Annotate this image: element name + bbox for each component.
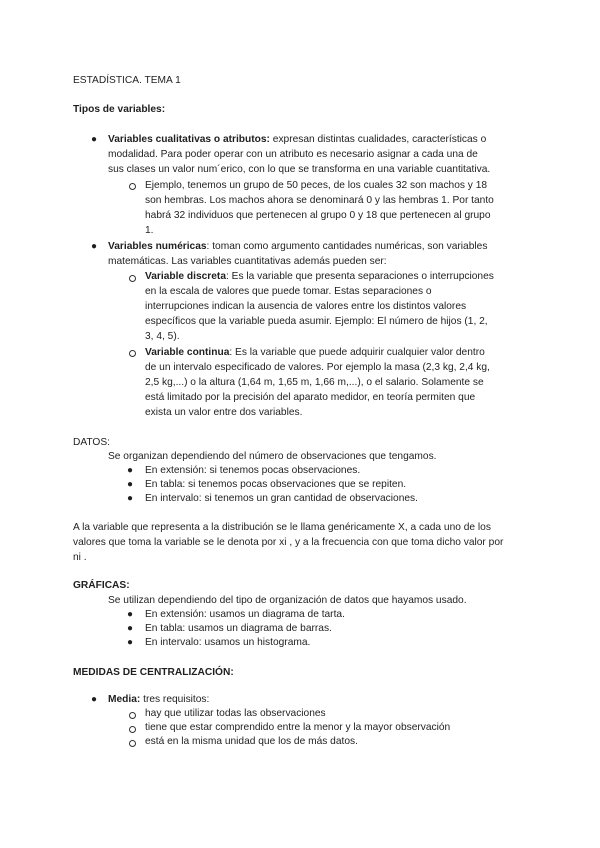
graficas-item: En intervalo: usamos un histograma. [145, 637, 311, 648]
ejemplo-line-1: Ejemplo, tenemos un grupo de 50 peces, de los cuales 32 son machos y 18 [145, 180, 488, 191]
continua-line-1: Variable continua: Es la variable que puede adquirir cualquier valor dentro [145, 347, 485, 358]
discreta-line-5: 3, 4, 5). [145, 331, 180, 342]
datos-intro: Se organizan dependiendo del número de observaciones que tengamos. [108, 451, 437, 462]
datos-item: En tabla: si tenemos pocas observaciones que se repiten. [145, 479, 407, 490]
sub-bullet-icon [129, 726, 136, 733]
document-header: ESTADÍSTICA. TEMA 1 [73, 75, 181, 86]
continua-line-3: 2,5 kg,...) o la altura (1,64 m, 1,65 m, 1,66 m,...), o el salario. Solamente se [145, 377, 484, 388]
sub-bullet-icon [129, 740, 136, 747]
cualitativas-line-2: modalidad. Para poder operar con un atributo es necesario asignar a cada una de [108, 149, 478, 160]
graficas-item: En extensión: usamos un diagrama de tarta. [145, 609, 345, 620]
continua-line-2: de un intervalo especificado de valores. Por ejemplo la masa (2,3 kg, 2,4 kg, [145, 362, 490, 373]
section-title-graficas: GRÁFICAS: [73, 580, 130, 591]
ejemplo-line-3: habrá 32 individuos que pertenecen al grupo 0 y 18 que pertenecen al grupo [145, 210, 491, 221]
section-title-datos: DATOS: [73, 437, 110, 448]
graficas-item: En tabla: usamos un diagrama de barras. [145, 623, 332, 634]
datos-item: En intervalo: si tenemos un gran cantidad de observaciones. [145, 493, 418, 504]
bullet-icon: ● [91, 134, 98, 145]
continua-line-4: está limitado por la precisión del aparato medidor, en teoría permiten que [145, 392, 476, 403]
distribucion-line-1: A la variable que representa a la distribución se le llama genéricamente X, a cada uno de los [73, 522, 491, 533]
distribucion-line-3: ni . [73, 552, 87, 563]
section-title-tipos: Tipos de variables: [73, 104, 166, 115]
cualitativas-line-1: Variables cualitativas o atributos: expresan distintas cualidades, características o [108, 134, 487, 145]
sub-bullet-icon [129, 350, 136, 357]
media-item: está en la misma unidad que los de más datos. [145, 736, 358, 747]
sub-bullet-icon [129, 183, 136, 190]
continua-line-5: exista un valor entre dos variables. [145, 407, 303, 418]
distribucion-line-2: valores que toma la variable se le denota por xi , y a la frecuencia con que toma dicho valor por [73, 537, 504, 548]
numericas-line-1: Variables numéricas: toman como argumento cantidades numéricas, son variables [108, 241, 488, 252]
bullet-icon: ● [91, 241, 98, 252]
bullet-icon: ● [127, 609, 134, 620]
numericas-line-2: matemáticas. Las variables cuantitativas además pueden ser: [108, 256, 387, 267]
media-item: hay que utilizar todas las observaciones [145, 708, 326, 719]
section-title-medidas: MEDIDAS DE CENTRALIZACIÓN: [73, 667, 234, 678]
discreta-line-4: específicos que la variable pueda asumir. Ejemplo: El número de hijos (1, 2, [145, 316, 488, 327]
sub-bullet-icon [129, 712, 136, 719]
bullet-icon: ● [127, 493, 134, 504]
discreta-line-1: Variable discreta: Es la variable que presenta separaciones o interrupciones [145, 271, 494, 282]
ejemplo-line-2: son hembras. Los machos ahora se denominará 0 y las hembras 1. Por tanto [145, 195, 494, 206]
ejemplo-line-4: 1. [145, 225, 154, 236]
datos-item: En extensión: si tenemos pocas observaciones. [145, 465, 361, 476]
bullet-icon: ● [127, 479, 134, 490]
media-line: Media: tres requisitos: [108, 694, 210, 705]
bullet-icon: ● [127, 637, 134, 648]
discreta-line-2: en la escala de valores que puede tomar. Estas separaciones o [145, 286, 432, 297]
bullet-icon: ● [127, 623, 134, 634]
sub-bullet-icon [129, 275, 136, 282]
bullet-icon: ● [91, 694, 98, 705]
discreta-line-3: interrupciones indican la ausencia de valores entre los distintos valores [145, 301, 467, 312]
bullet-icon: ● [127, 465, 134, 476]
media-item: tiene que estar comprendido entre la menor y la mayor observación [145, 722, 451, 733]
graficas-intro: Se utilizan dependiendo del tipo de organización de datos que hayamos usado. [108, 595, 467, 606]
cualitativas-line-3: sus clases un valor num´erico, con lo que se transforma en una variable cuantitativa. [108, 164, 491, 175]
